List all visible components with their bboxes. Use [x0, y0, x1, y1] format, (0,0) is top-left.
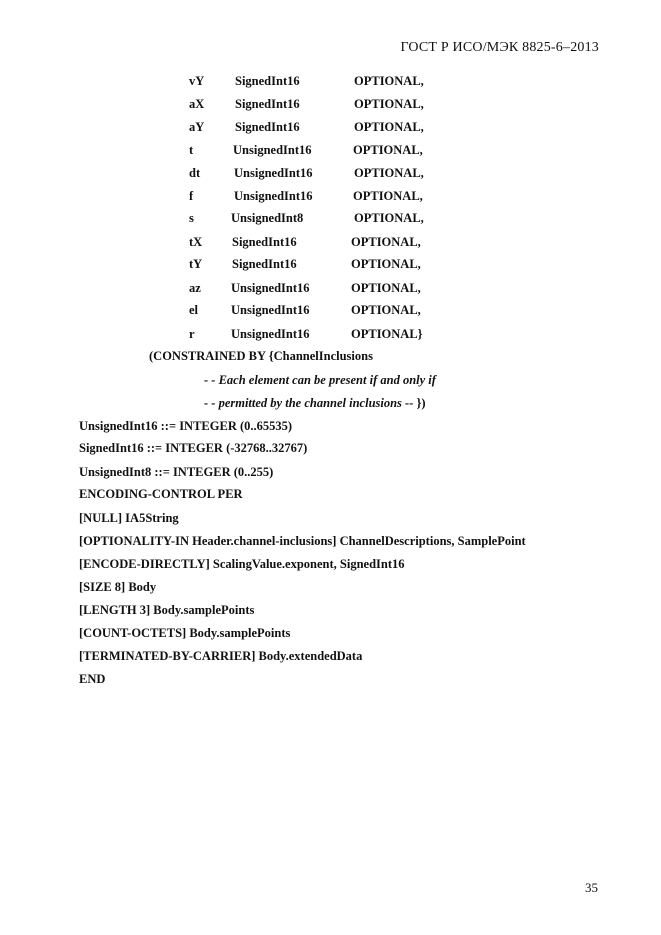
field-name: el — [189, 303, 199, 317]
field-optional: OPTIONAL, — [351, 303, 421, 317]
definition-line: END — [79, 672, 106, 686]
field-type: UnsignedInt16 — [234, 189, 313, 203]
page-number: 35 — [585, 880, 598, 895]
field-name: f — [189, 189, 194, 203]
definition-line: [LENGTH 3] Body.samplePoints — [79, 603, 255, 617]
field-name: vY — [189, 74, 205, 88]
field-optional: OPTIONAL, — [353, 189, 423, 203]
field-optional: OPTIONAL, — [354, 74, 424, 88]
definition-line: [COUNT-OCTETS] Body.samplePoints — [79, 626, 291, 640]
comment-line-2 — [204, 396, 426, 411]
field-optional: OPTIONAL, — [354, 211, 424, 225]
field-optional: OPTIONAL, — [351, 281, 421, 295]
field-name: dt — [189, 166, 201, 180]
field-optional: OPTIONAL, — [354, 166, 424, 180]
field-name: t — [189, 143, 194, 157]
field-optional: OPTIONAL, — [351, 235, 421, 249]
field-name: aX — [189, 97, 205, 111]
field-optional: OPTIONAL, — [351, 257, 421, 271]
field-name: r — [189, 327, 195, 341]
comment-line-1: - - Each element can be present if and only if — [204, 373, 436, 387]
definition-line: SignedInt16 ::= INTEGER (-32768..32767) — [79, 441, 308, 455]
field-type: SignedInt16 — [232, 235, 297, 249]
field-type: SignedInt16 — [235, 74, 300, 88]
field-optional: OPTIONAL} — [351, 327, 423, 341]
closing-brace: }) — [413, 396, 426, 410]
field-name: s — [189, 211, 194, 225]
field-type: UnsignedInt16 — [231, 303, 310, 317]
field-name: tY — [189, 257, 203, 271]
constraint-line: (CONSTRAINED BY {ChannelInclusions — [149, 349, 373, 363]
field-type: UnsignedInt16 — [234, 166, 313, 180]
field-optional: OPTIONAL, — [353, 143, 423, 157]
definition-line: [NULL] IA5String — [79, 511, 179, 525]
definition-line: [SIZE 8] Body — [79, 580, 157, 594]
definition-line: UnsignedInt8 ::= INTEGER (0..255) — [79, 465, 274, 479]
document-header: ГОСТ Р ИСО/МЭК 8825-6–2013 — [400, 40, 599, 55]
definition-line: ENCODING-CONTROL PER — [79, 487, 243, 501]
definition-line: [ENCODE-DIRECTLY] ScalingValue.exponent, SignedInt16 — [79, 557, 405, 571]
field-type: UnsignedInt8 — [231, 211, 304, 225]
field-type: SignedInt16 — [235, 97, 300, 111]
field-type: UnsignedInt16 — [233, 143, 312, 157]
field-optional: OPTIONAL, — [354, 97, 424, 111]
field-type: UnsignedInt16 — [231, 327, 310, 341]
field-optional: OPTIONAL, — [354, 120, 424, 134]
field-type: SignedInt16 — [235, 120, 300, 134]
field-name: az — [189, 281, 201, 295]
definition-line: [TERMINATED-BY-CARRIER] Body.extendedData — [79, 649, 363, 663]
comment-text: - - permitted by the channel inclusions -- — [204, 396, 414, 410]
field-type: UnsignedInt16 — [231, 281, 310, 295]
field-type: SignedInt16 — [232, 257, 297, 271]
field-name: tX — [189, 235, 203, 249]
field-name: aY — [189, 120, 205, 134]
definition-line: [OPTIONALITY-IN Header.channel-inclusions] ChannelDescriptions, SamplePoint — [79, 534, 526, 548]
definition-line: UnsignedInt16 ::= INTEGER (0..65535) — [79, 419, 293, 433]
